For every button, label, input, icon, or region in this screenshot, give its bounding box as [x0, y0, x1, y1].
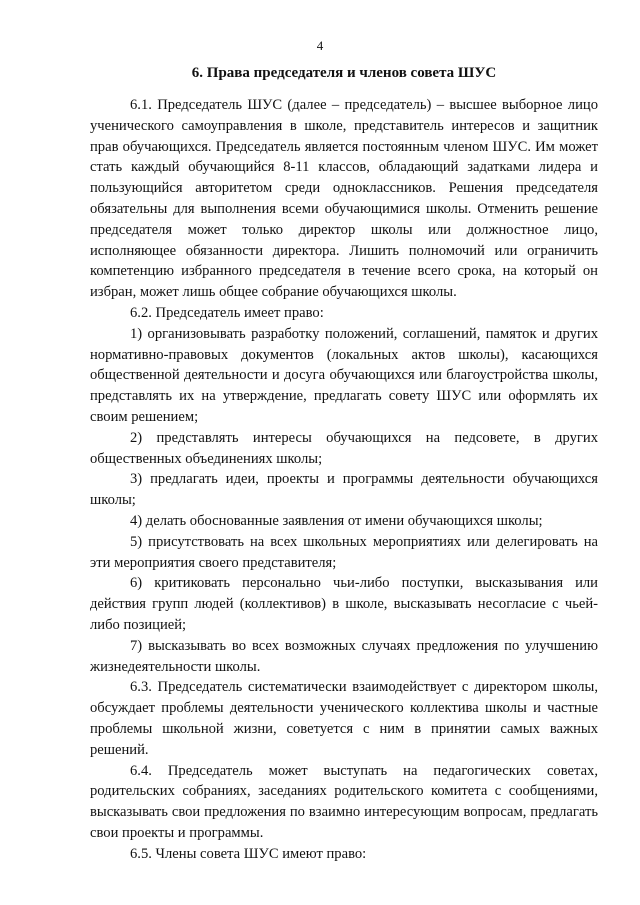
- list-item-3: 3) предлагать идеи, проекты и программы деятельности обучающихся школы;: [90, 471, 598, 509]
- list-item-2: 2) представлять интересы обучающихся на педсовете, в других общественных объединениях школы;: [90, 429, 598, 467]
- section-title: 6. Права председателя и членов совета ШУС: [191, 65, 497, 81]
- paragraph-6-3: 6.3. Председатель систематически взаимодействует с директором школы, обсуждает проблемы деятельности ученического коллектива школы и частные проблемы школьной жизни, советуется с ним в принятии самых важных решений.: [90, 679, 598, 758]
- paragraph-6-4: 6.4. Председатель может выступать на педагогических советах, родительских собраниях, заседаниях родительского комитета с сообщениями, высказывать свои предложения по взаимно интересующим вопросам, предлагать свои проекты и программы.: [90, 762, 598, 841]
- list-item-1: 1) организовывать разработку положений, соглашений, памяток и других нормативно-правовых документов (локальных актов школы), касающихся общественной деятельности и досуга обучающихся или благоустройства школы, представлять их на утверждение, предлагать совету ШУС или оформлять их своим решением;: [90, 325, 598, 425]
- paragraph-6-5: 6.5. Члены совета ШУС имеют право:: [130, 845, 367, 862]
- list-item-4: 4) делать обоснованные заявления от имени обучающихся школы;: [130, 512, 543, 529]
- list-item-5: 5) присутствовать на всех школьных мероприятиях или делегировать на эти мероприятия своего представителя;: [90, 533, 598, 571]
- list-item-7: 7) высказывать во всех возможных случаях предложения по улучшению жизнедеятельности школы.: [90, 637, 598, 675]
- document-body: [90, 95, 598, 864]
- paragraph-6-2: 6.2. Председатель имеет право:: [130, 304, 324, 321]
- paragraph-6-1: 6.1. Председатель ШУС (далее – председатель) – высшее выборное лицо ученического самоуправления в школе, представитель интересов и защитник прав обучающихся. Председатель является постоянным членом ШУС. Им может стать каждый обучающийся 8-11 классов, обладающий задатками лидера и пользующийся авторитетом среди одноклассников. Решения председателя обязательны для выполнения всеми обучающимися школы. Отменить решение председателя может только директор школы или должностное лицо, исполняющее обязанности директора. Лишить полномочий или ограничить компетенцию избранного председателя в течение всего срока, на который он избран, может лишь общее собрание обучающихся школы.: [90, 97, 598, 301]
- page-number: 4: [316, 38, 324, 53]
- list-item-6: 6) критиковать персонально чьи-либо поступки, высказывания или действия групп людей (коллективов) в школе, высказывать несогласие с чьей-либо позицией;: [90, 575, 598, 633]
